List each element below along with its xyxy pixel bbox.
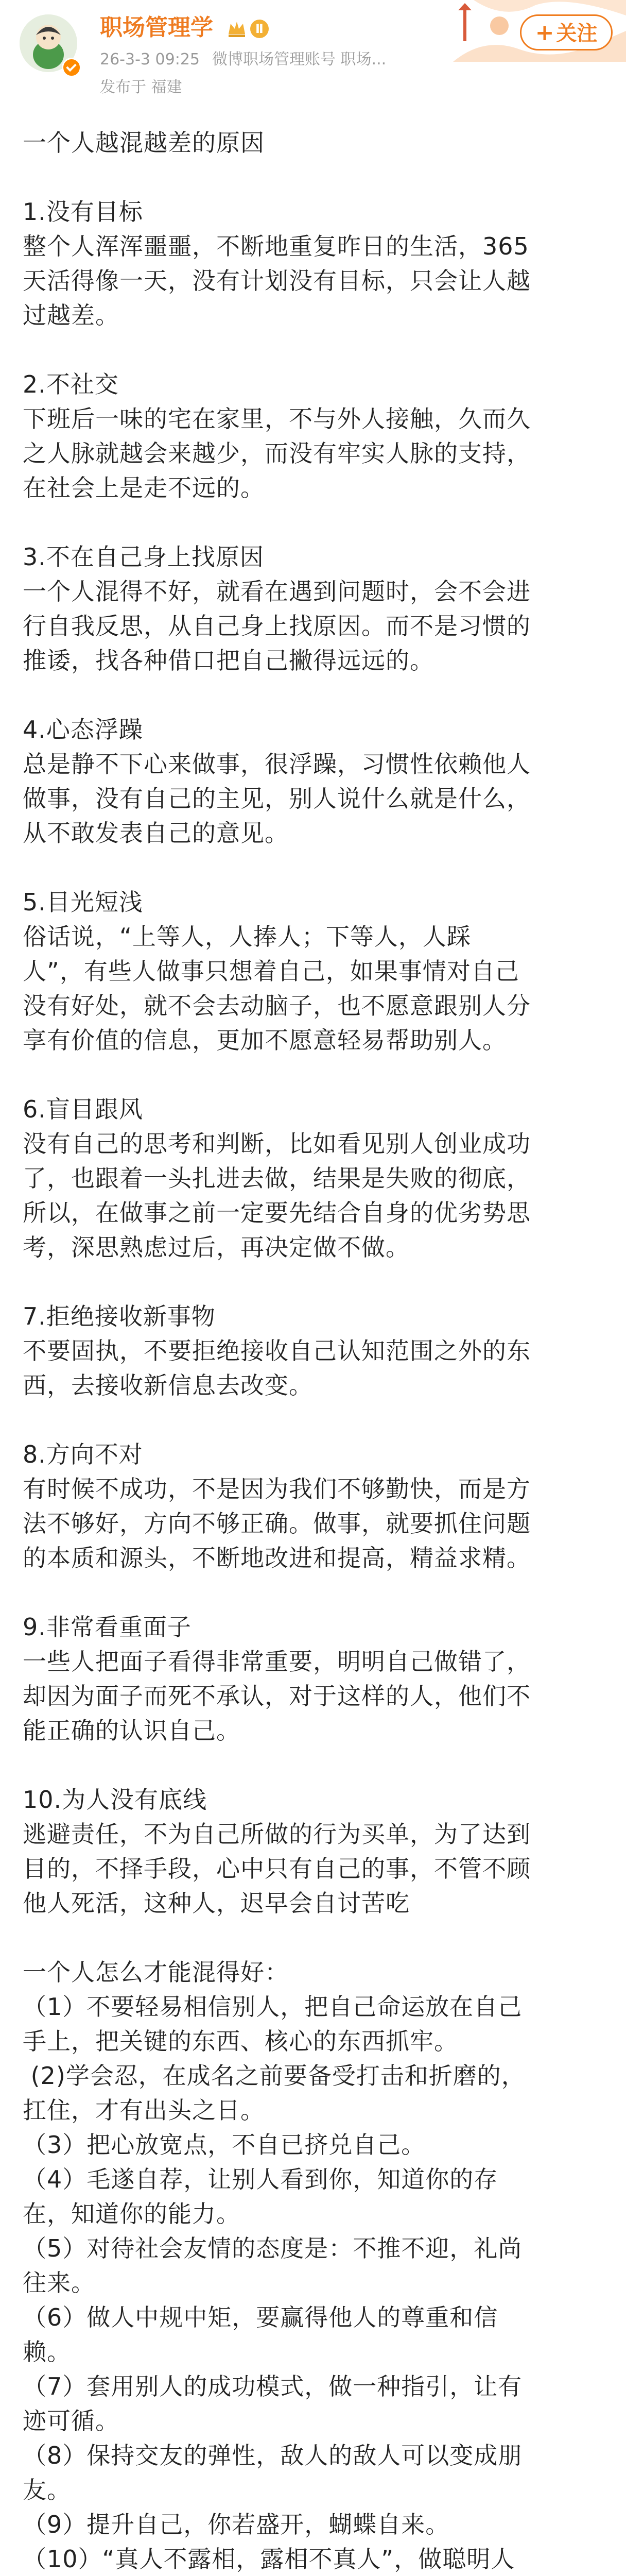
blank-line	[23, 1748, 610, 1783]
post-line: （7）套用别人的成功模式，做一种指引，让有	[23, 2372, 523, 2400]
post-line: 友。	[23, 2476, 71, 2504]
post-line: 一个人越混越差的原因	[23, 129, 265, 157]
post-line: 没有好处，就不会去动脑子，也不愿意跟别人分	[23, 992, 531, 1020]
post-line: 他人死活，这种人，迟早会自讨苦吃	[23, 1889, 410, 1917]
post-line: 的本质和源头，不断地改进和提高，精益求精。	[23, 1544, 531, 1572]
post-line: 享有价值的信息，更加不愿意轻易帮助别人。	[23, 1026, 507, 1054]
post-line: 俗话说，“上等人，人捧人；下等人，人踩	[23, 923, 471, 951]
post-line: 赖。	[23, 2338, 71, 2366]
post-line: （1）不要轻易相信别人，把自己命运放在自己	[23, 1993, 523, 2021]
post-line: 天活得像一天，没有计划没有目标，只会让人越	[23, 267, 531, 295]
post-line: 在，知道你的能力。	[23, 2200, 240, 2228]
post-line: 一个人混得不好，就看在遇到问题时，会不会进	[23, 578, 531, 605]
post-line: 一个人怎么才能混得好：	[23, 1958, 289, 1986]
blank-line	[23, 160, 610, 195]
post-line: （3）把心放宽点，不自已挤兑自己。	[23, 2131, 426, 2159]
post-line: 在社会上是走不远的。	[23, 474, 265, 502]
post-line: 4.心态浮躁	[23, 716, 143, 743]
post-line: （4）毛遂自荐，让别人看到你，知道你的存	[23, 2165, 498, 2193]
post-line: 不要固执，不要拒绝接收自己认知范围之外的东	[23, 1337, 531, 1365]
post-line: 所以，在做事之前一定要先结合自身的优劣势思	[23, 1199, 531, 1227]
post-line: 人”，有些人做事只想着自己，如果事情对自己	[23, 957, 519, 985]
post-line: 8.方向不对	[23, 1440, 143, 1468]
post-line: 整个人浑浑噩噩，不断地重复昨日的生活，365	[23, 232, 529, 260]
post-content	[23, 126, 610, 2576]
post-line: 2.不社交	[23, 370, 119, 398]
post-line: 迹可循。	[23, 2407, 119, 2435]
post-line: 推诿，找各种借口把自己撇得远远的。	[23, 647, 434, 674]
post-time: 26-3-3 09:25	[100, 50, 200, 69]
post-line: (2)学会忍，在成名之前要备受打击和折磨的，	[23, 2062, 526, 2090]
follow-button[interactable]	[520, 14, 613, 50]
post-line: 一些人把面子看得非常重要，明明自己做错了，	[23, 1648, 531, 1675]
post-line: 扛住，才有出头之日。	[23, 2096, 265, 2124]
post-header	[0, 0, 626, 124]
post-line: 总是静不下心来做事，很浮躁，习惯性依赖他人	[23, 750, 531, 778]
blank-line	[23, 851, 610, 885]
post-line: 下班后一味的宅在家里，不与外人接触，久而久	[23, 405, 531, 433]
blank-line	[23, 1575, 610, 1610]
post-line: 手上，把关键的东西、核心的东西抓牢。	[23, 2027, 458, 2055]
plus-icon: +	[535, 20, 554, 46]
post-line: （8）保持交友的弹性，敌人的敌人可以变成朋	[23, 2442, 523, 2469]
post-line: （6）做人中规中矩，要赢得他人的尊重和信	[23, 2303, 498, 2331]
verified-badge-icon	[62, 58, 81, 77]
blank-line	[23, 333, 610, 367]
post-line: 没有自己的思考和判断，比如看见别人创业成功	[23, 1130, 531, 1158]
post-line: 西，去接收新信息去改变。	[23, 1371, 313, 1399]
blank-line	[23, 1058, 610, 1092]
blank-line	[23, 1403, 610, 1437]
post-line: 了，也跟着一头扎进去做，结果是失败的彻底，	[23, 1164, 531, 1192]
post-line: （9）提升自己，你若盛开，蝴蝶自来。	[23, 2511, 450, 2538]
post-line: 做事，没有自己的主见，别人说什么就是什么，	[23, 785, 531, 812]
post-location: 发布于 福建	[100, 78, 182, 96]
post-line: 行自我反思，从自己身上找原因。而不是习惯的	[23, 612, 531, 640]
post-line: 有时候不成功，不是因为我们不够勤快，而是方	[23, 1475, 531, 1503]
post-meta	[100, 49, 386, 70]
post-line: 9.非常看重面子	[23, 1613, 192, 1641]
post-line: 10.为人没有底线	[23, 1786, 207, 1814]
account-name[interactable]: 职场管理学	[100, 14, 213, 41]
blank-line	[23, 505, 610, 540]
post-line: 逃避责任，不为自己所做的行为买单，为了达到	[23, 1820, 531, 1848]
post-source: 微博职场管理账号 职场...	[212, 50, 387, 69]
blank-line	[23, 678, 610, 713]
blank-line	[23, 1921, 610, 1955]
post-line: 法不够好，方向不够正确。做事，就要抓住问题	[23, 1510, 531, 1537]
crown-icon	[227, 19, 247, 39]
post-line: （10）“真人不露相，露相不真人”，做聪明人	[23, 2545, 515, 2573]
level-badge: Ⅱ	[250, 20, 269, 38]
follow-label: 关注	[556, 22, 598, 45]
post-line: 5.目光短浅	[23, 888, 143, 916]
blank-line	[23, 1265, 610, 1299]
post-line: 1.没有目标	[23, 198, 143, 226]
post-line: 往来。	[23, 2269, 95, 2297]
post-line: 却因为面子而死不承认，对于这样的人，他们不	[23, 1682, 531, 1710]
post-line: 3.不在自己身上找原因	[23, 543, 264, 571]
post-line: 能正确的认识自己。	[23, 1717, 240, 1744]
post-line: 7.拒绝接收新事物	[23, 1302, 216, 1330]
post-line: 6.盲目跟风	[23, 1095, 143, 1123]
post-line: （5）对待社会友情的态度是：不推不迎，礼尚	[23, 2234, 523, 2262]
post-line: 从不敢发表自己的意见。	[23, 819, 289, 847]
post-line: 目的，不择手段，心中只有自己的事，不管不顾	[23, 1855, 531, 1883]
post-line: 之人脉就越会来越少，而没有牢实人脉的支持，	[23, 439, 531, 467]
post-line: 过越差。	[23, 301, 119, 329]
post-line: 考，深思熟虑过后，再决定做不做。	[23, 1233, 410, 1261]
